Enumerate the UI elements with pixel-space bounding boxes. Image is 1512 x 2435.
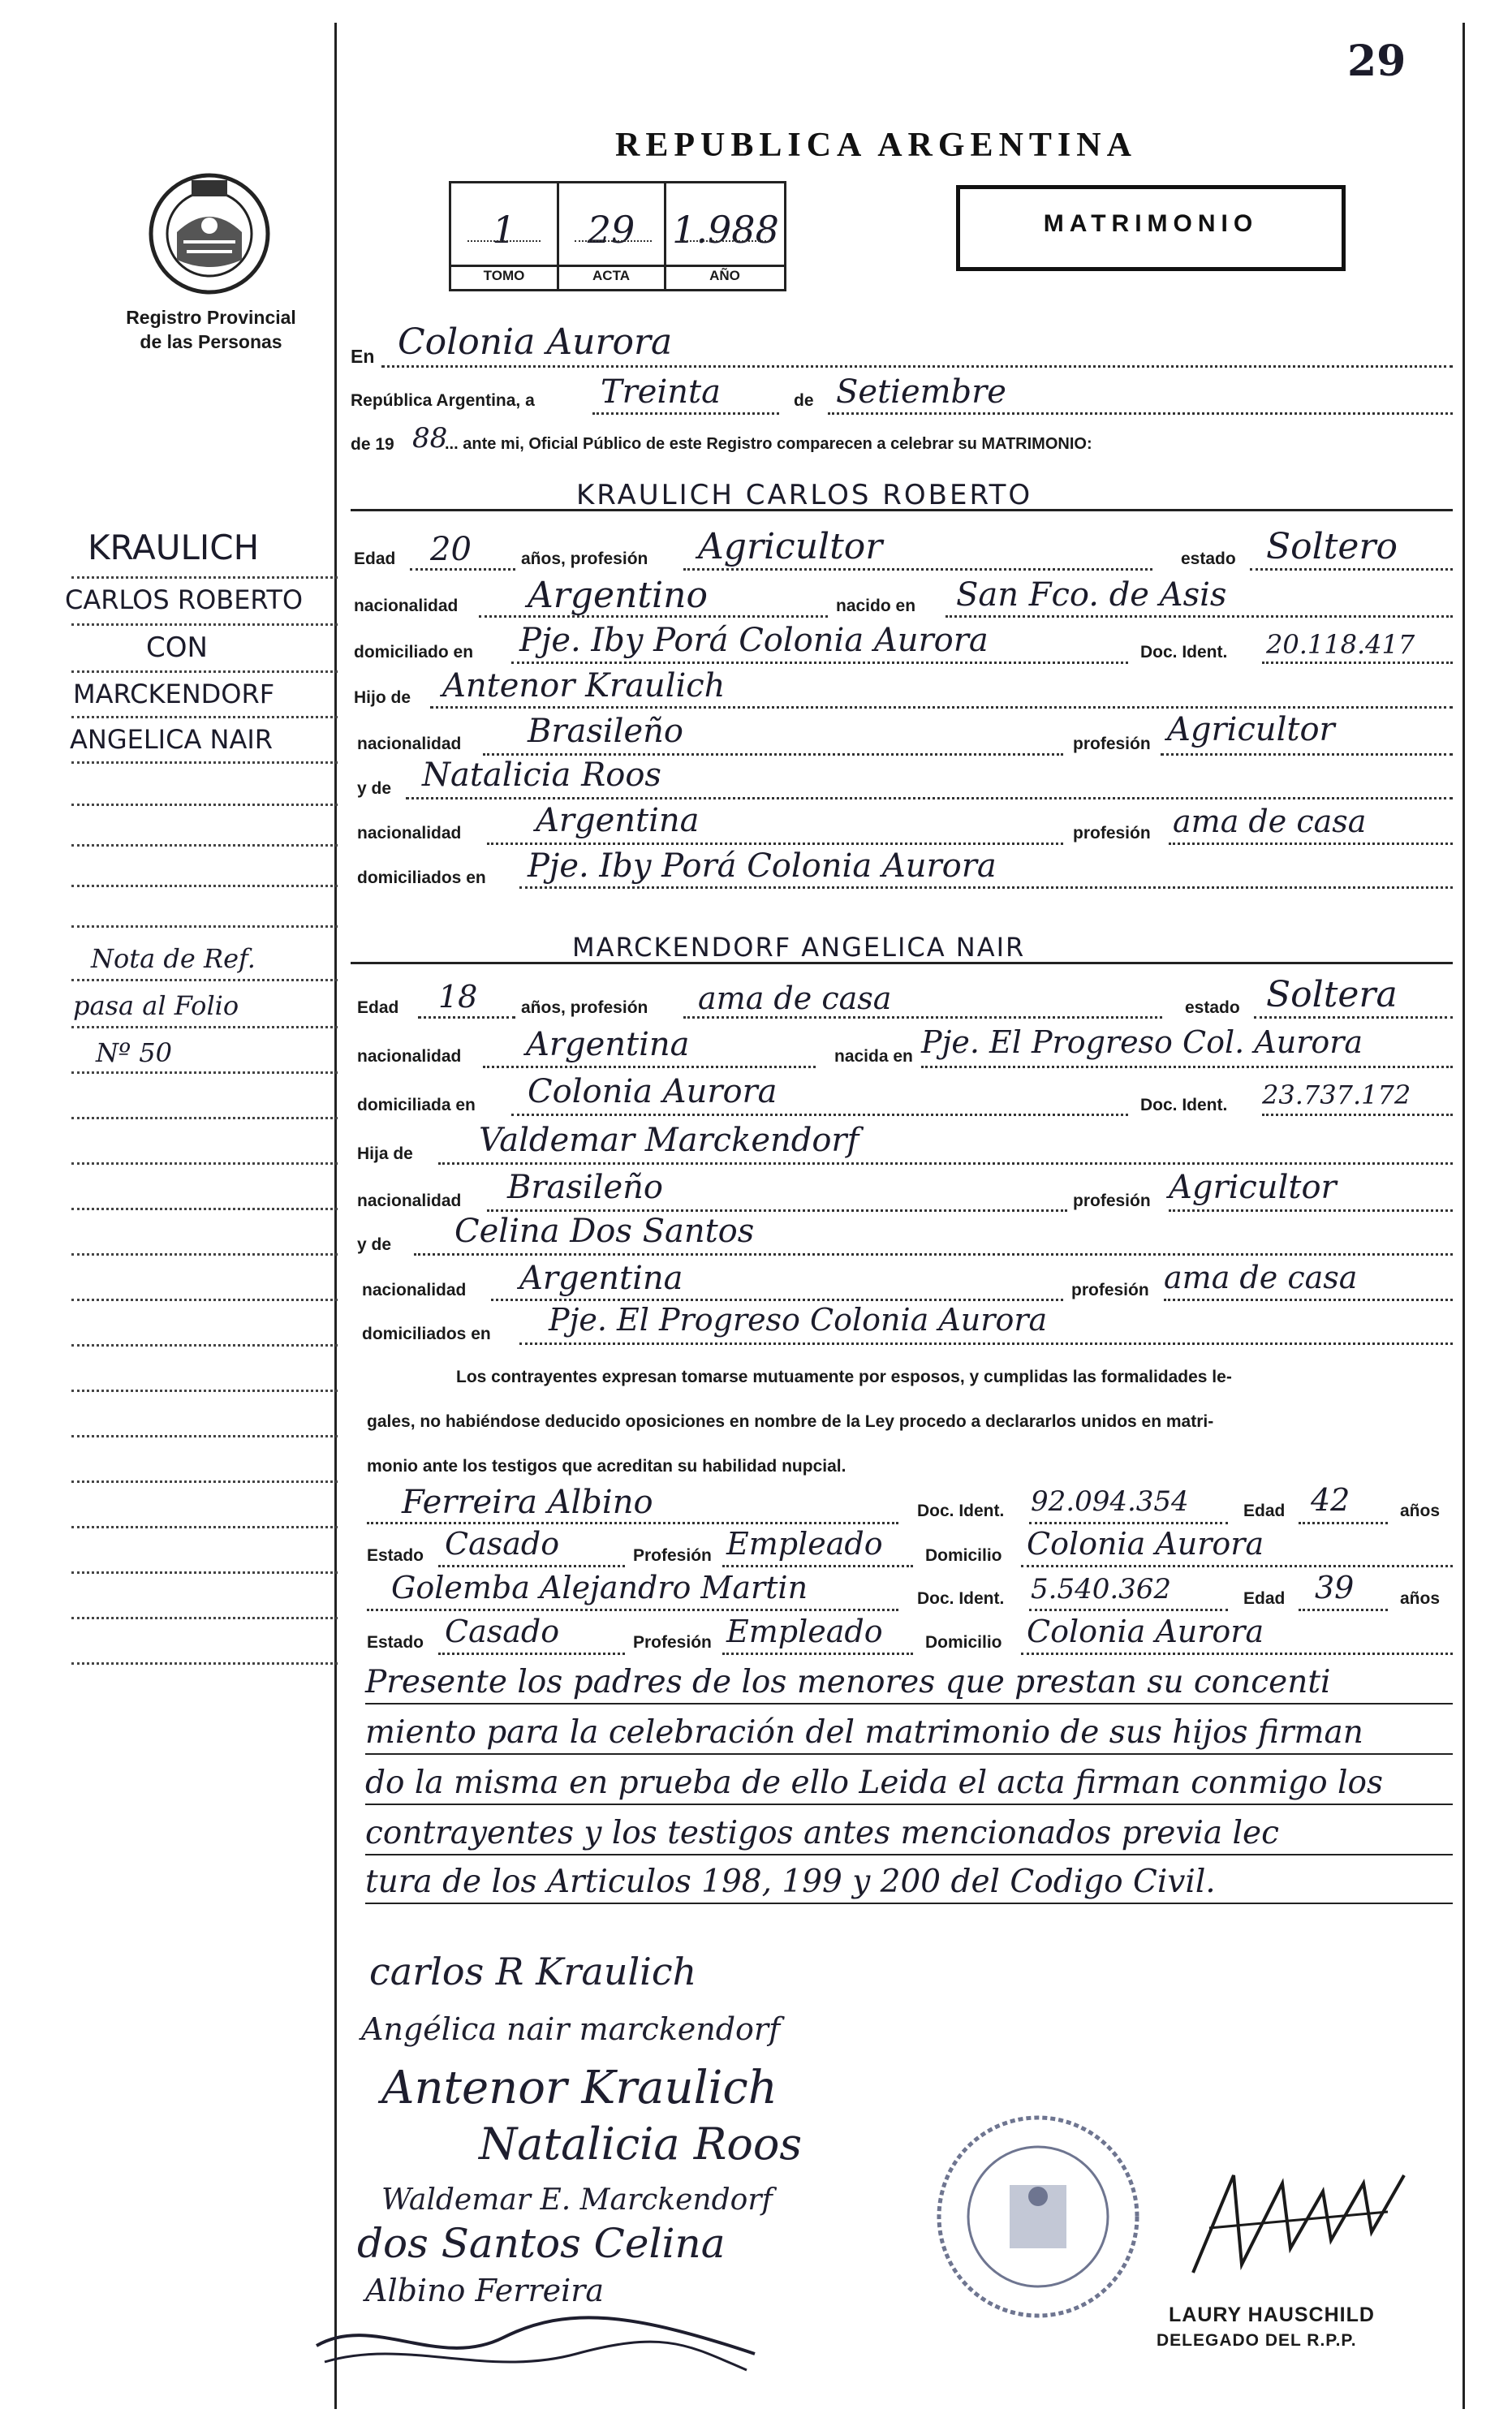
witness-1-prof: Empleado (726, 1526, 883, 1562)
bride-padre-prof: Agricultor (1169, 1169, 1337, 1206)
witness-1-anios-label: años (1400, 1502, 1441, 1520)
tomo-value: 1 (492, 208, 516, 252)
note-line-2: miento para la celebración del matrimonio de sus hijos firman (365, 1714, 1363, 1751)
bride-padre-nac-label: nacionalidad (357, 1192, 462, 1210)
groom-madre-prof: ama de casa (1173, 804, 1367, 839)
groom-nacido: San Fco. de Asis (956, 576, 1227, 614)
note-line-5: tura de los Articulos 198, 199 y 200 del Codigo Civil. (365, 1864, 1216, 1900)
bride-edad-label: Edad (357, 998, 399, 1017)
bride-edad: 18 (438, 979, 478, 1015)
official-name: LAURY HAUSCHILD (1169, 2304, 1375, 2326)
day-value: Treinta (601, 373, 721, 411)
groom-nacionalidad: Argentino (528, 575, 708, 616)
bride-domiciliados: Pje. El Progreso Colonia Aurora (549, 1302, 1048, 1338)
groom-padre: Antenor Kraulich (442, 667, 726, 705)
official-signature-icon (1177, 2151, 1420, 2281)
witness-1-name: Ferreira Albino (402, 1484, 653, 1521)
witness-2-prof: Empleado (726, 1614, 883, 1649)
bride-nacida: Pje. El Progreso Col. Aurora (921, 1024, 1363, 1060)
groom-padre-nac: Brasileño (528, 713, 683, 750)
groom-domiciliados: Pje. Iby Porá Colonia Aurora (528, 847, 997, 885)
note-line-3: do la misma en prueba de ello Leida el acta firman conmigo los (365, 1765, 1383, 1801)
signature-bride: Angélica nair marckendorf (361, 2011, 781, 2047)
bride-domicilio-label: domiciliada en (357, 1096, 476, 1114)
bride-name: MARCKENDORF ANGELICA NAIR (572, 932, 1026, 963)
signature-antenor: Antenor Kraulich (381, 2062, 778, 2114)
signature-natalicia: Natalicia Roos (479, 2118, 803, 2170)
witness-2-name: Golemba Alejandro Martin (391, 1570, 808, 1605)
groom-madre-prof-label: profesión (1073, 824, 1151, 843)
document-type-box (956, 185, 1346, 271)
bride-domiciliados-label: domiciliados en (362, 1325, 491, 1343)
bride-profesion: ama de casa (698, 980, 892, 1016)
bride-hija-label: Hija de (357, 1144, 413, 1163)
tomo-label: TOMO (483, 268, 525, 283)
signature-albino: Albino Ferreira (365, 2273, 605, 2308)
margin-note-line-3: Nº 50 (96, 1037, 172, 1068)
bride-madre-nac-label: nacionalidad (362, 1281, 467, 1299)
groom-doc-label: Doc. Ident. (1140, 643, 1228, 662)
margin-groom-names: CARLOS ROBERTO (65, 584, 304, 615)
official-stamp-icon (932, 2110, 1144, 2323)
groom-madre-nac-label: nacionalidad (357, 824, 462, 843)
anio-value: 1.988 (672, 208, 779, 252)
witness-2-estado-label: Estado (367, 1633, 424, 1652)
signature-flourish-icon (308, 2297, 763, 2386)
groom-estado-label: estado (1181, 549, 1236, 568)
groom-padre-prof: Agricultor (1167, 711, 1335, 748)
registry-seal-icon (144, 169, 274, 299)
groom-domicilio-label: domiciliado en (354, 643, 474, 662)
groom-domicilio: Pje. Iby Porá Colonia Aurora (519, 622, 989, 659)
groom-edad-label: Edad (354, 549, 396, 568)
groom-madre: Natalicia Roos (422, 756, 661, 794)
bride-madre-prof: ama de casa (1164, 1260, 1358, 1295)
signature-celina: dos Santos Celina (357, 2220, 726, 2267)
groom-madre-nac: Argentina (536, 802, 700, 839)
witness-1-doc-label: Doc. Ident. (917, 1502, 1005, 1520)
bride-madre: Celina Dos Santos (454, 1213, 755, 1250)
year-suffix: 88 (412, 422, 448, 455)
country-title: REPUBLICA ARGENTINA (615, 127, 1137, 164)
bride-padre-nac: Brasileño (507, 1169, 663, 1206)
right-border-line (1462, 23, 1465, 2409)
groom-nacido-label: nacido en (836, 597, 916, 615)
witness-1-dom: Colonia Aurora (1027, 1526, 1264, 1562)
witness-2-estado: Casado (445, 1614, 560, 1649)
registry-line-1: Registro Provincial (126, 307, 296, 328)
month-value: Setiembre (836, 373, 1006, 411)
witness-2-doc: 5.540.362 (1031, 1573, 1172, 1605)
groom-profesion-label: años, profesión (521, 549, 648, 568)
registry-line-2: de las Personas (140, 331, 282, 352)
witness-2-dom-label: Domicilio (925, 1633, 1002, 1652)
witness-1-edad-label: Edad (1243, 1502, 1286, 1520)
en-label: En (351, 346, 375, 367)
document-type: MATRIMONIO (1043, 210, 1259, 237)
bride-padre: Valdemar Marckendorf (479, 1122, 859, 1159)
place-value: Colonia Aurora (398, 321, 673, 363)
margin-groom-surname: KRAULICH (88, 528, 260, 567)
de-label: de (794, 391, 814, 410)
bride-doc: 23.737.172 (1262, 1080, 1411, 1110)
groom-estado: Soltero (1266, 526, 1398, 567)
bride-nacida-label: nacida en (834, 1047, 913, 1066)
margin-divider-line (334, 23, 337, 2409)
bride-madre-prof-label: profesión (1071, 1281, 1149, 1299)
groom-domiciliados-label: domiciliados en (357, 868, 486, 887)
witness-2-edad: 39 (1315, 1570, 1355, 1605)
bride-doc-label: Doc. Ident. (1140, 1096, 1228, 1114)
signature-waldemar: Waldemar E. Marckendorf (381, 2183, 773, 2217)
republica-label: República Argentina, a (351, 391, 535, 410)
margin-con: CON (146, 631, 208, 664)
witness-2-dom: Colonia Aurora (1027, 1614, 1264, 1649)
bride-padre-prof-label: profesión (1073, 1192, 1151, 1210)
witness-1-prof-label: Profesión (633, 1546, 712, 1565)
acta-label: ACTA (592, 268, 630, 283)
bride-profesion-label: años, profesión (521, 998, 648, 1017)
bride-madre-nac: Argentina (519, 1260, 683, 1297)
witness-2-edad-label: Edad (1243, 1589, 1286, 1608)
signature-groom: carlos R Kraulich (369, 1950, 697, 1993)
statement-line-3: monio ante los testigos que acreditan su habilidad nupcial. (367, 1457, 846, 1476)
witness-1-estado-label: Estado (367, 1546, 424, 1565)
witness-1-doc: 92.094.354 (1031, 1485, 1189, 1518)
header-text: ... ante mi, Oficial Público de este Registro comparecen a celebrar su MATRIMONIO: (445, 435, 1092, 453)
note-line-4: contrayentes y los testigos antes mencionados previa lec (365, 1815, 1279, 1851)
bride-nacionalidad: Argentina (526, 1026, 690, 1063)
margin-note-line-2: pasa al Folio (73, 990, 239, 1021)
groom-hijo-label: Hijo de (354, 688, 411, 707)
witness-1-edad: 42 (1311, 1482, 1350, 1518)
margin-bride-surname: MARCKENDORF (73, 679, 275, 709)
bride-estado: Soltera (1266, 974, 1398, 1015)
statement-line-1: Los contrayentes expresan tomarse mutuamente por esposos, y cumplidas las formalidades le- (456, 1368, 1232, 1386)
anio-label: AÑO (709, 268, 740, 283)
witness-2-doc-label: Doc. Ident. (917, 1589, 1005, 1608)
groom-profesion: Agricultor (698, 526, 883, 567)
groom-yde-label: y de (357, 779, 392, 798)
groom-name: KRAULICH CARLOS ROBERTO (576, 479, 1033, 511)
groom-padre-prof-label: profesión (1073, 735, 1151, 753)
statement-line-2: gales, no habiéndose deducido oposiciones en nombre de la Ley procedo a declararlos unidos en matri- (367, 1412, 1214, 1431)
official-title: DELEGADO DEL R.P.P. (1157, 2331, 1357, 2350)
groom-padre-nac-label: nacionalidad (357, 735, 462, 753)
note-line-1: Presente los padres de los menores que prestan su concenti (365, 1664, 1331, 1700)
record-number-box (449, 181, 786, 291)
year-prefix: de 19 (351, 435, 394, 454)
witness-2-prof-label: Profesión (633, 1633, 712, 1652)
bride-estado-label: estado (1185, 998, 1240, 1017)
bride-domicilio: Colonia Aurora (528, 1073, 778, 1110)
groom-nacionalidad-label: nacionalidad (354, 597, 459, 615)
groom-doc: 20.118.417 (1266, 629, 1415, 660)
bride-nacionalidad-label: nacionalidad (357, 1047, 462, 1066)
witness-2-anios-label: años (1400, 1589, 1441, 1608)
witness-1-dom-label: Domicilio (925, 1546, 1002, 1565)
margin-bride-names: ANGELICA NAIR (70, 724, 274, 755)
acta-value: 29 (587, 208, 635, 252)
witness-1-estado: Casado (445, 1526, 560, 1562)
page-number: 29 (1347, 37, 1406, 86)
bride-yde-label: y de (357, 1235, 392, 1254)
groom-edad: 20 (430, 531, 472, 568)
margin-note-line-1: Nota de Ref. (91, 943, 256, 974)
